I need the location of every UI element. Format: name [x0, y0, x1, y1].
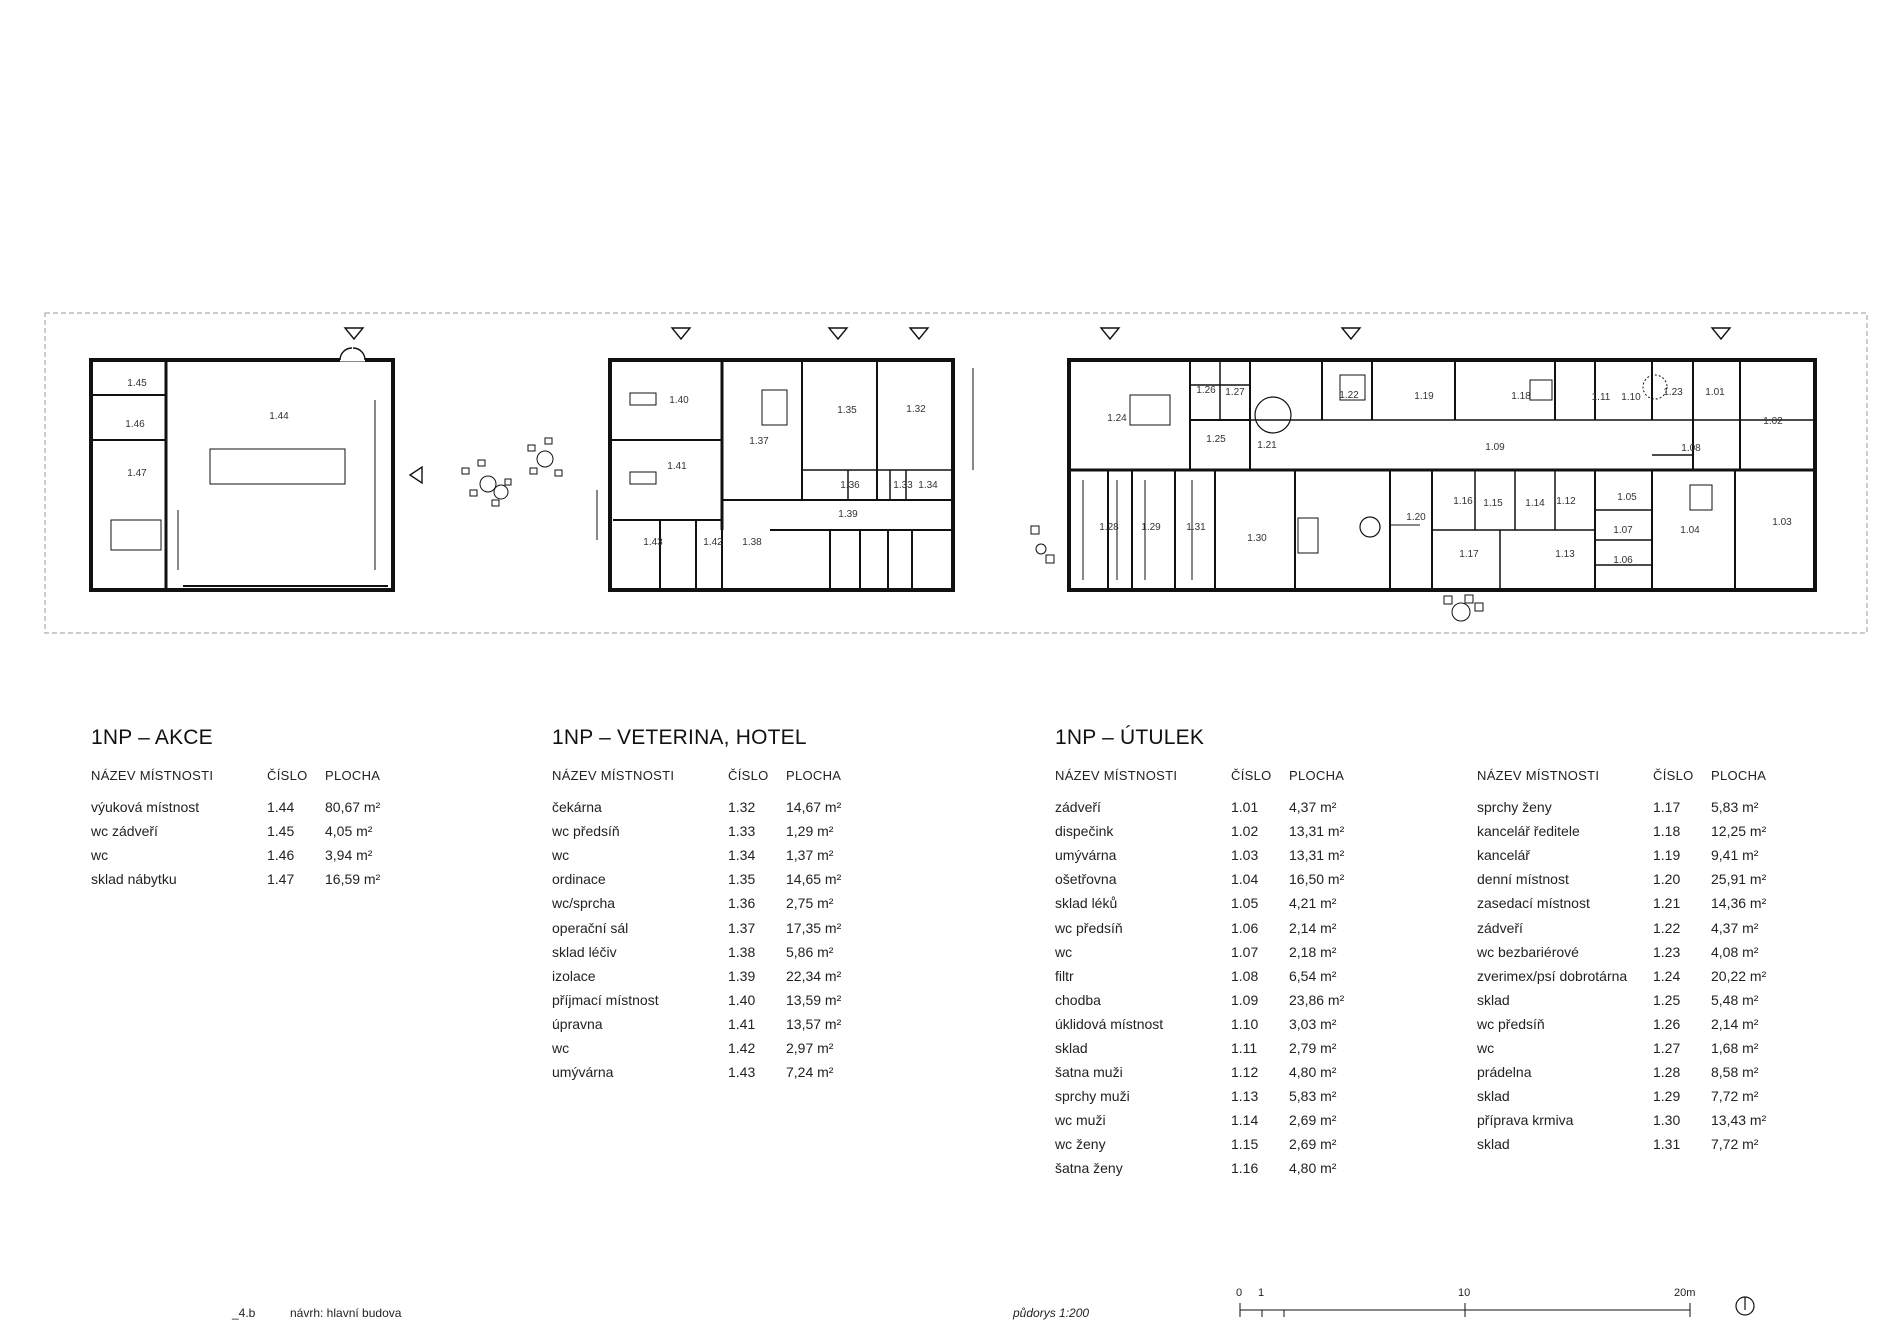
room-area: 5,86 m²	[786, 943, 834, 960]
room-name: sklad	[1477, 991, 1510, 1008]
room-number: 1.36	[728, 895, 756, 912]
room-area: 5,48 m²	[1711, 991, 1759, 1008]
room-area: 13,57 m²	[786, 1015, 842, 1032]
room-name: šatna ženy	[1055, 1160, 1123, 1177]
room-area: 2,79 m²	[1289, 1039, 1337, 1056]
table-row	[1477, 843, 1801, 867]
room-number: 1.31	[1653, 1136, 1681, 1153]
room-number-label: 1.36	[840, 480, 860, 491]
room-area: 1,37 m²	[786, 847, 834, 864]
room-number: 1.23	[1653, 943, 1681, 960]
room-number-label: 1.11	[1591, 392, 1611, 403]
room-number: 1.13	[1231, 1088, 1259, 1105]
room-number-label: 1.09	[1485, 442, 1505, 453]
room-name: wc předsíň	[1055, 919, 1123, 936]
room-number-label: 1.29	[1141, 522, 1161, 533]
room-number: 1.01	[1231, 799, 1259, 816]
room-number-label: 1.18	[1511, 391, 1531, 402]
room-number: 1.29	[1653, 1088, 1681, 1105]
table-row	[552, 1060, 876, 1084]
room-name: operační sál	[552, 919, 629, 936]
room-number-label: 1.40	[669, 395, 689, 406]
room-area: 13,59 m²	[786, 991, 842, 1008]
room-area: 5,83 m²	[1711, 799, 1759, 816]
room-name: wc	[552, 847, 570, 864]
room-name: wc	[1055, 943, 1073, 960]
room-name: ordinace	[552, 871, 606, 888]
room-number-label: 1.37	[749, 436, 769, 447]
room-number: 1.25	[1653, 991, 1681, 1008]
table-row	[1477, 1132, 1801, 1156]
room-number: 1.27	[1653, 1039, 1681, 1056]
room-area: 20,22 m²	[1711, 967, 1767, 984]
room-name: wc ženy	[1055, 1136, 1106, 1153]
room-number-label: 1.24	[1107, 413, 1127, 424]
room-number-label: 1.25	[1206, 434, 1226, 445]
room-name: umývárna	[552, 1064, 614, 1081]
room-number: 1.32	[728, 799, 756, 816]
col-header-name: NÁZEV MÍSTNOSTI	[1477, 768, 1600, 783]
room-number-label: 1.35	[837, 405, 857, 416]
table-row	[552, 915, 876, 939]
table-utulek	[1055, 726, 1379, 1181]
room-name: úklidová místnost	[1055, 1015, 1164, 1032]
room-table-veterina	[552, 768, 876, 1084]
room-number: 1.11	[1231, 1039, 1258, 1056]
col-header-number: ČÍSLO	[267, 768, 308, 783]
room-number-label: 1.14	[1525, 498, 1545, 509]
room-table-utulek-1	[1055, 768, 1379, 1181]
room-number: 1.05	[1231, 895, 1259, 912]
room-number: 1.20	[1653, 871, 1681, 888]
col-header-number: ČÍSLO	[728, 768, 769, 783]
room-name: příprava krmiva	[1477, 1112, 1574, 1129]
room-name: wc bezbariérové	[1477, 943, 1579, 960]
table-row	[1055, 819, 1379, 843]
room-number: 1.12	[1231, 1064, 1259, 1081]
table-title-utulek: 1NP – ÚTULEK	[1055, 726, 1205, 749]
room-number: 1.41	[728, 1015, 756, 1032]
col-header-area: PLOCHA	[1711, 768, 1767, 783]
room-number: 1.08	[1231, 967, 1259, 984]
room-number: 1.34	[728, 847, 756, 864]
room-number: 1.16	[1231, 1160, 1259, 1177]
room-number: 1.15	[1231, 1136, 1259, 1153]
room-area: 2,18 m²	[1289, 943, 1337, 960]
room-number: 1.35	[728, 871, 756, 888]
room-name: kancelář	[1477, 847, 1530, 864]
room-table-akce	[91, 768, 415, 891]
drawing-scale-title: půdorys 1:200	[1013, 1306, 1090, 1320]
room-number: 1.45	[267, 823, 295, 840]
room-number-label: 1.02	[1763, 416, 1783, 427]
room-number-label: 1.13	[1555, 549, 1575, 560]
room-number-label: 1.44	[269, 411, 289, 422]
room-area: 4,05 m²	[325, 823, 373, 840]
room-area: 7,24 m²	[786, 1064, 834, 1081]
room-number: 1.21	[1653, 895, 1681, 912]
table-row	[1055, 795, 1379, 819]
room-name: sprchy muži	[1055, 1088, 1130, 1105]
room-area: 14,36 m²	[1711, 895, 1767, 912]
room-number-label: 1.23	[1663, 387, 1683, 398]
room-number-label: 1.17	[1459, 549, 1479, 560]
room-number: 1.46	[267, 847, 295, 864]
table-row	[1055, 867, 1379, 891]
col-header-number: ČÍSLO	[1653, 768, 1694, 783]
table-row	[91, 819, 415, 843]
table-row	[1055, 891, 1379, 915]
room-number-label: 1.39	[838, 509, 858, 520]
building-utulek	[1069, 360, 1815, 590]
table-row	[1477, 988, 1801, 1012]
room-number: 1.40	[728, 991, 756, 1008]
room-number-label: 1.07	[1613, 525, 1633, 536]
room-number: 1.43	[728, 1064, 756, 1081]
room-name: sklad léků	[1055, 895, 1118, 912]
room-name: wc	[1477, 1039, 1495, 1056]
room-name: čekárna	[552, 799, 602, 816]
room-area: 3,94 m²	[325, 847, 373, 864]
room-number: 1.26	[1653, 1015, 1681, 1032]
col-header-area: PLOCHA	[786, 768, 842, 783]
room-name: zasedací místnost	[1477, 895, 1590, 912]
table-row	[1055, 964, 1379, 988]
room-number-label: 1.33	[893, 480, 913, 491]
table-row	[1477, 964, 1801, 988]
building-veterina-entrances	[672, 328, 928, 339]
room-number-label: 1.43	[643, 537, 663, 548]
room-number-label: 1.12	[1556, 496, 1576, 507]
table-row	[1477, 1012, 1801, 1036]
room-area: 2,14 m²	[1289, 919, 1337, 936]
room-area: 22,34 m²	[786, 967, 842, 984]
table-row	[1055, 1012, 1379, 1036]
room-name: sklad nábytku	[91, 871, 177, 888]
room-name: zádveří	[1055, 799, 1101, 816]
room-area: 7,72 m²	[1711, 1088, 1759, 1105]
room-area: 16,50 m²	[1289, 871, 1345, 888]
room-name: ošetřovna	[1055, 871, 1117, 888]
room-area: 9,41 m²	[1711, 847, 1759, 864]
room-number: 1.18	[1653, 823, 1681, 840]
room-area: 13,31 m²	[1289, 847, 1345, 864]
room-area: 16,59 m²	[325, 871, 381, 888]
room-number-label: 1.03	[1772, 517, 1792, 528]
room-area: 2,97 m²	[786, 1039, 834, 1056]
table-row	[1477, 1084, 1801, 1108]
room-number-label: 1.42	[703, 537, 723, 548]
room-number: 1.39	[728, 967, 756, 984]
room-number: 1.04	[1231, 871, 1259, 888]
room-number-label: 1.46	[125, 419, 145, 430]
room-area: 4,80 m²	[1289, 1160, 1337, 1177]
table-row	[552, 940, 876, 964]
room-area: 14,67 m²	[786, 799, 842, 816]
table-row	[1477, 1060, 1801, 1084]
table-row	[552, 843, 876, 867]
room-name: izolace	[552, 967, 596, 984]
room-number-label: 1.45	[127, 378, 147, 389]
table-row	[1055, 1108, 1379, 1132]
room-number-label: 1.32	[906, 404, 926, 415]
room-number-label: 1.08	[1681, 443, 1701, 454]
room-area: 3,03 m²	[1289, 1015, 1337, 1032]
room-name: sprchy ženy	[1477, 799, 1552, 816]
table-veterina	[552, 726, 876, 1084]
room-number-label: 1.15	[1483, 498, 1503, 509]
room-name: denní místnost	[1477, 871, 1569, 888]
room-name: zádveří	[1477, 919, 1523, 936]
room-number: 1.47	[267, 871, 295, 888]
room-number-label: 1.27	[1225, 387, 1245, 398]
room-number-label: 1.31	[1186, 522, 1206, 533]
room-area: 1,68 m²	[1711, 1039, 1759, 1056]
room-number: 1.30	[1653, 1112, 1681, 1129]
room-number-label: 1.22	[1339, 390, 1359, 401]
room-name: šatna muži	[1055, 1064, 1123, 1081]
room-name: dispečink	[1055, 823, 1114, 840]
room-area: 12,25 m²	[1711, 823, 1767, 840]
project-title: návrh: hlavní budova	[290, 1306, 402, 1320]
room-area: 14,65 m²	[786, 871, 842, 888]
room-area: 4,37 m²	[1711, 919, 1759, 936]
room-name: wc muži	[1055, 1112, 1106, 1129]
room-area: 2,69 m²	[1289, 1136, 1337, 1153]
room-name: zverimex/psí dobrotárna	[1477, 967, 1628, 984]
table-row	[552, 795, 876, 819]
table-row	[552, 819, 876, 843]
room-number: 1.37	[728, 919, 756, 936]
room-name: kancelář ředitele	[1477, 823, 1580, 840]
room-number: 1.10	[1231, 1015, 1259, 1032]
sheet-number: _4.b	[232, 1306, 256, 1320]
room-number-label: 1.28	[1099, 522, 1119, 533]
room-area: 7,72 m²	[1711, 1136, 1759, 1153]
building-veterina	[597, 360, 973, 590]
room-name: wc/sprcha	[552, 895, 616, 912]
room-name: chodba	[1055, 991, 1101, 1008]
room-name: umývárna	[1055, 847, 1117, 864]
col-header-area: PLOCHA	[1289, 768, 1345, 783]
table-row	[1477, 1108, 1801, 1132]
room-number: 1.03	[1231, 847, 1259, 864]
room-area: 13,31 m²	[1289, 823, 1345, 840]
col-header-number: ČÍSLO	[1231, 768, 1272, 783]
table-row	[552, 1012, 876, 1036]
room-area: 23,86 m²	[1289, 991, 1345, 1008]
room-number: 1.38	[728, 943, 756, 960]
table-title-spacer	[1477, 726, 1801, 750]
table-row	[91, 843, 415, 867]
room-number-label: 1.10	[1621, 392, 1641, 403]
building-utulek-entrances	[1101, 328, 1730, 339]
table-row	[1055, 1156, 1379, 1180]
table-utulek-cont	[1477, 726, 1801, 1156]
room-area: 2,75 m²	[786, 895, 834, 912]
room-name: sklad	[1055, 1039, 1088, 1056]
col-header-name: NÁZEV MÍSTNOSTI	[91, 768, 214, 783]
room-area: 4,37 m²	[1289, 799, 1337, 816]
table-row	[91, 867, 415, 891]
room-area: 4,80 m²	[1289, 1064, 1337, 1081]
room-name: příjmací místnost	[552, 991, 659, 1008]
col-header-name: NÁZEV MÍSTNOSTI	[1055, 768, 1178, 783]
table-row	[1477, 795, 1801, 819]
room-area: 25,91 m²	[1711, 871, 1767, 888]
room-name: wc	[552, 1039, 570, 1056]
room-number-label: 1.16	[1453, 496, 1473, 507]
room-number-label: 1.47	[127, 468, 147, 479]
room-name: sklad léčiv	[552, 943, 617, 960]
table-title-akce: 1NP – AKCE	[91, 726, 213, 749]
room-number-label: 1.04	[1680, 525, 1700, 536]
table-akce	[91, 726, 415, 891]
room-number-label: 1.20	[1406, 512, 1426, 523]
scale-label-10: 10	[1458, 1287, 1471, 1299]
scale-label-0: 0	[1236, 1287, 1243, 1299]
room-area: 5,83 m²	[1289, 1088, 1337, 1105]
room-area: 4,08 m²	[1711, 943, 1759, 960]
room-number: 1.09	[1231, 991, 1259, 1008]
room-number: 1.24	[1653, 967, 1681, 984]
room-table-utulek-2	[1477, 768, 1801, 1156]
room-name: wc	[91, 847, 109, 864]
room-name: výuková místnost	[91, 799, 200, 816]
table-row	[1055, 1036, 1379, 1060]
table-row	[1055, 843, 1379, 867]
col-header-area: PLOCHA	[325, 768, 381, 783]
table-row	[1055, 1084, 1379, 1108]
room-area: 6,54 m²	[1289, 967, 1337, 984]
room-number-label: 1.26	[1196, 385, 1216, 396]
room-number-label: 1.01	[1705, 387, 1725, 398]
room-area: 13,43 m²	[1711, 1112, 1767, 1129]
room-number: 1.07	[1231, 943, 1259, 960]
table-row	[1055, 1060, 1379, 1084]
table-row	[552, 867, 876, 891]
room-number: 1.42	[728, 1039, 756, 1056]
scale-bar	[1240, 1303, 1690, 1317]
table-title-veterina: 1NP – VETERINA, HOTEL	[552, 726, 807, 749]
table-row	[552, 964, 876, 988]
table-row	[1477, 915, 1801, 939]
col-header-name: NÁZEV MÍSTNOSTI	[552, 768, 675, 783]
room-name: wc předsíň	[552, 823, 620, 840]
room-number-label: 1.38	[742, 537, 762, 548]
room-number: 1.02	[1231, 823, 1259, 840]
room-area: 4,21 m²	[1289, 895, 1337, 912]
room-number-label: 1.21	[1257, 440, 1277, 451]
room-area: 2,14 m²	[1711, 1015, 1759, 1032]
room-number: 1.17	[1653, 799, 1681, 816]
room-area: 17,35 m²	[786, 919, 842, 936]
room-name: úpravna	[552, 1015, 603, 1032]
table-row	[1477, 1036, 1801, 1060]
table-row	[1055, 1132, 1379, 1156]
table-row	[552, 1036, 876, 1060]
table-row	[1477, 819, 1801, 843]
table-row	[552, 891, 876, 915]
room-number: 1.14	[1231, 1112, 1259, 1129]
room-number: 1.44	[267, 799, 295, 816]
room-number-label: 1.30	[1247, 533, 1267, 544]
room-area: 80,67 m²	[325, 799, 381, 816]
north-arrow-icon	[1736, 1297, 1754, 1315]
table-row	[552, 988, 876, 1012]
room-number: 1.19	[1653, 847, 1681, 864]
table-row	[1055, 915, 1379, 939]
building-akce-entrances	[340, 328, 422, 483]
room-name: prádelna	[1477, 1064, 1532, 1081]
room-number-label: 1.06	[1613, 555, 1633, 566]
room-name: wc zádveří	[91, 823, 158, 840]
room-number: 1.06	[1231, 919, 1259, 936]
room-number: 1.33	[728, 823, 756, 840]
room-area: 2,69 m²	[1289, 1112, 1337, 1129]
table-row	[1477, 867, 1801, 891]
room-number: 1.22	[1653, 919, 1681, 936]
table-row	[1055, 940, 1379, 964]
room-number-label: 1.41	[667, 461, 687, 472]
scale-label-1: 1	[1258, 1287, 1265, 1299]
room-number-label: 1.05	[1617, 492, 1637, 503]
room-number: 1.28	[1653, 1064, 1681, 1081]
table-row	[91, 795, 415, 819]
scale-label-20m: 20m	[1674, 1287, 1696, 1299]
room-name: filtr	[1055, 967, 1074, 984]
room-name: sklad	[1477, 1088, 1510, 1105]
table-row	[1477, 940, 1801, 964]
room-name: wc předsíň	[1477, 1015, 1545, 1032]
room-name: sklad	[1477, 1136, 1510, 1153]
table-row	[1477, 891, 1801, 915]
room-number-label: 1.19	[1414, 391, 1434, 402]
room-area: 8,58 m²	[1711, 1064, 1759, 1081]
room-area: 1,29 m²	[786, 823, 834, 840]
table-row	[1055, 988, 1379, 1012]
room-number-label: 1.34	[918, 480, 938, 491]
